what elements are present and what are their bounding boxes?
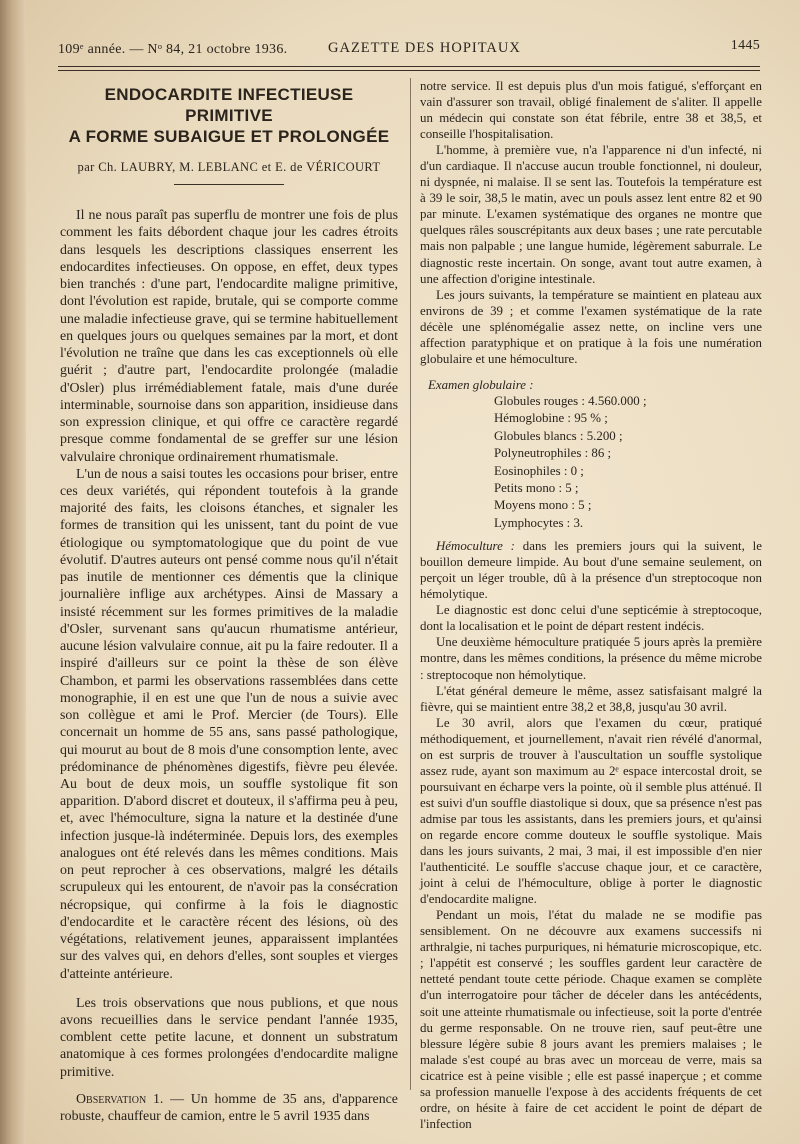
exam-item: Moyens mono : 5 ; [494,498,592,513]
title-rule [174,184,284,185]
exam-item: Lymphocytes : 3. [494,515,584,530]
exam-item: Eosinophiles : 0 ; [494,463,584,478]
hemoculture-paragraph [420,538,762,602]
journal-title: GAZETTE DES HOPITAUX [328,40,521,56]
paragraph: Il ne nous paraît pas superflu de montrer une fois de plus comment les faits débordent chaque jour les cadres étroits dans lesquels les descriptions classiques enserrent les endocardites infectieuses. On oppose, en effet, deux types bien tranchés : d'une part, l'endocardite maligne primitive, dont l'évolution est rapide, brutale, qui se comporte comme une maladie infectieuse grave, qui se termine habituellement en quelques jours ou quelques semaines par la mort, et dont l'évolution ne traîne que dans les cas exceptionnels où elle guérit ; d'autre part, l'endocardite prolongée (maladie d'Osler) plus irrémédiablement fatale, mais d'une durée interminable, sournoise dans son apparition, insidieuse dans son expression clinique, et qui offre ce caractère regardé presque comme fondamental de se greffer sur une lésion valvulaire chronique ordinairement rhumatismale. [60,208,398,465]
exam-list [494,393,762,532]
paragraph: Pendant un mois, l'état du malade ne se modifie pas sensiblement. On ne découvre aux examens successifs ni arthralgie, ni taches purpuriques, ni hématurie microscopique, etc. ; l'appétit est conservé ; les souffles gardent leur caractère de netteté pendant toute cette période. Chaque examen se complète d'un interrogatoire pour tâcher de déceler dans les antécédents, soit une atteinte rhumatismale ou infectieuse, soit la porte d'entrée du germe responsable. On ne trouve rien, sauf peut-être une blessure légère subie 8 jours avant les premiers malaises ; le malade s'est coupé au bras avec un morceau de verre, mais sa cicatrice est à peine visible ; elle est passé inaperçue ; et comme sa profession manuelle l'expose à des accidents fréquents de cet ordre, on hésite à faire de cet accident le point de départ de l'infection [420,908,762,1131]
observation-label: Observation [76,1091,147,1107]
paragraph: L'homme, à première vue, n'a l'apparence ni d'un infecté, ni d'un cardiaque. Il n'accuse aucun trouble fonctionnel, ni douleur, ni dyspnée, ni malaise. Il se sent las. Toutefois la température est à 39 le soir, 38,5 le matin, avec un pouls assez lent entre 82 et 90 par minute. L'examen systématique des organes ne montre que quelques râles souscrépitants aux deux bases ; une rate percutable mais non palpable ; une langue humide, légèrement saburrale. Le diagnostic reste incertain. On songe, avant tout autre examen, à une affection d'origine intestinale. [420,143,762,286]
exam-item: Polyneutrophiles : 86 ; [494,446,612,461]
page-number: 1445 [730,38,760,53]
observation-text: 1. — Un homme de 35 ans, d'apparence robuste, chauffeur de camion, entre le 5 avril 1935 dans [60,1091,398,1125]
column-divider [410,78,411,1090]
paragraph: L'un de nous a saisi toutes les occasions pour briser, entre ces deux variétés, qui répondent toutefois à la grande majorité des faits, les cloisons étanches, et signaler les formes de transition qui les unissent, tant du point de vue étiologique ou symptomatologique que du point de vue évolutif. D'autres auteurs ont pensé comme nous qu'il n'était pas inutile de mentionner ces démentis que la clinique journalière inflige aux archétypes. Ainsi de Massary a insisté récemment sur les formes primitives de la maladie d'Osler, survenant sans qu'aucun rhumatisme antérieur, aucune lésion valvulaire connue, ait pu la faire redouter. Il a inspiré d'ailleurs sur ce point la thèse de son élève Chambon, et parmi les observations rassemblées dans cette monographie, il en est une que l'un de nous a suivie avec son collègue et ami le Prof. Mercier (de Tours). Elle concernait un homme de 55 ans, sans passé pathologique, qui mourut au bout de 8 mois d'une consomption lente, avec prédominance de phénomènes digestifs, fièvre peu élevée. Au bout de deux mois, un souffle systolique fit son apparition. D'abord discret et douteux, il s'affirma peu à peu, et, avec l'hémoculture, signa la nature et la destinée d'une infection jusque-là indéterminée. Depuis lors, des exemples analogues ont été relevés dans les mêmes conditions. Mais on peut reprocher à ces observations, malgré les détails scrupuleux qui les entourent, de n'avoir pas la consécration nécropsique, qui confirme à la fois le diagnostic d'endocardite et le caractère récent des lésions, où des végétations, relativement jeunes, apparaissent implantées sur des valves qui, en dehors d'elles, sont souples et vierges d'atteinte antérieure. [60,466,398,982]
exam-title: Examen globulaire : [428,377,534,392]
exam-item: Globules rouges : 4.560.000 ; [494,393,647,408]
left-column [60,78,398,1125]
paragraph: Les jours suivants, la température se maintient en plateau aux environs de 39 ; et comme l'examen systématique de la rate décèle une splénomégalie assez nette, on incline vers une affection paratyphique et on pratique à la fois une numération globulaire et une hémoculture. [420,287,762,366]
article-title [60,84,398,147]
title-line-2: A FORME SUBAIGUE ET PROLONGÉE [68,127,390,146]
exam-item: Globules blancs : 5.200 ; [494,428,623,443]
paragraph: Le 30 avril, alors que l'examen du cœur, pratiqué méthodiquement, et journellement, n'avait rien révélé d'anormal, on est surpris de trouver à l'auscultation un souffle systolique assez rude, ayant son maximum au 2ᵉ espace intercostal droit, se poursuivant en écharpe vers la pointe, où il semble plus atténué. Il est suivi d'un souffle diastolique si doux, que sa présence n'est pas admise par tous les assistants, dans les premiers jours, et qu'ainsi on regarde encore comme douteux le souffle systolique. Mais dans les jours suivants, 2 mai, 3 mai, il est impossible d'en nier l'authenticité. Le souffle s'accuse chaque jour, et ce caractère, joint à celui de l'hémoculture, oblige à porter le diagnostic d'endocardite maligne. [420,715,762,907]
exam-item: Hémoglobine : 95 % ; [494,411,608,426]
header-rule [58,66,760,71]
paragraph: Les trois observations que nous publions, et que nous avons recueillies dans le service pendant l'année 1935, comblent cette petite lacune, et donnent un substratum anatomique à ces formes prolongées d'endocardite maligne primitive. [60,995,398,1080]
hemoculture-label: Hémoculture : [436,539,515,554]
paragraph: Une deuxième hémoculture pratiquée 5 jours après la première montre, dans les mêmes conditions, la présence du même microbe : streptocoque non hémolytique. [420,635,762,682]
paragraph: Le diagnostic est donc celui d'une septicémie à streptocoque, dont la localisation et le point de départ restent indécis. [420,603,762,634]
title-line-1: ENDOCARDITE INFECTIEUSE PRIMITIVE [104,85,354,125]
observation-paragraph [60,1091,398,1125]
paragraph: notre service. Il est depuis plus d'un mois fatigué, s'efforçant en vain d'assurer son travail, obligé finalement de s'aliter. Il appelle un médecin qui constate son état fébrile, entre 38 et 38,5, et conseille l'hospitalisation. [420,79,762,142]
paragraph: L'état général demeure le même, assez satisfaisant malgré la fièvre, qui se maintient entre 38,2 et 38,8, jusqu'au 30 avril. [420,683,762,714]
article-authors: par Ch. LAUBRY, M. LEBLANC et E. de VÉRICOURT [77,160,381,174]
binding-edge [0,0,26,1144]
running-head [58,38,760,62]
hemoculture-text: dans les premiers jours qui la suivent, le bouillon demeure limpide. Au bout d'une semaine seulement, on perçoit un léger trouble, dû à la présence d'un streptocoque non hémolytique. [420,539,762,602]
issue-info: 109ᵉ année. — Nᵒ 84, 21 octobre 1936. [58,42,288,57]
exam-item: Petits mono : 5 ; [494,480,579,495]
right-column [420,78,762,1132]
